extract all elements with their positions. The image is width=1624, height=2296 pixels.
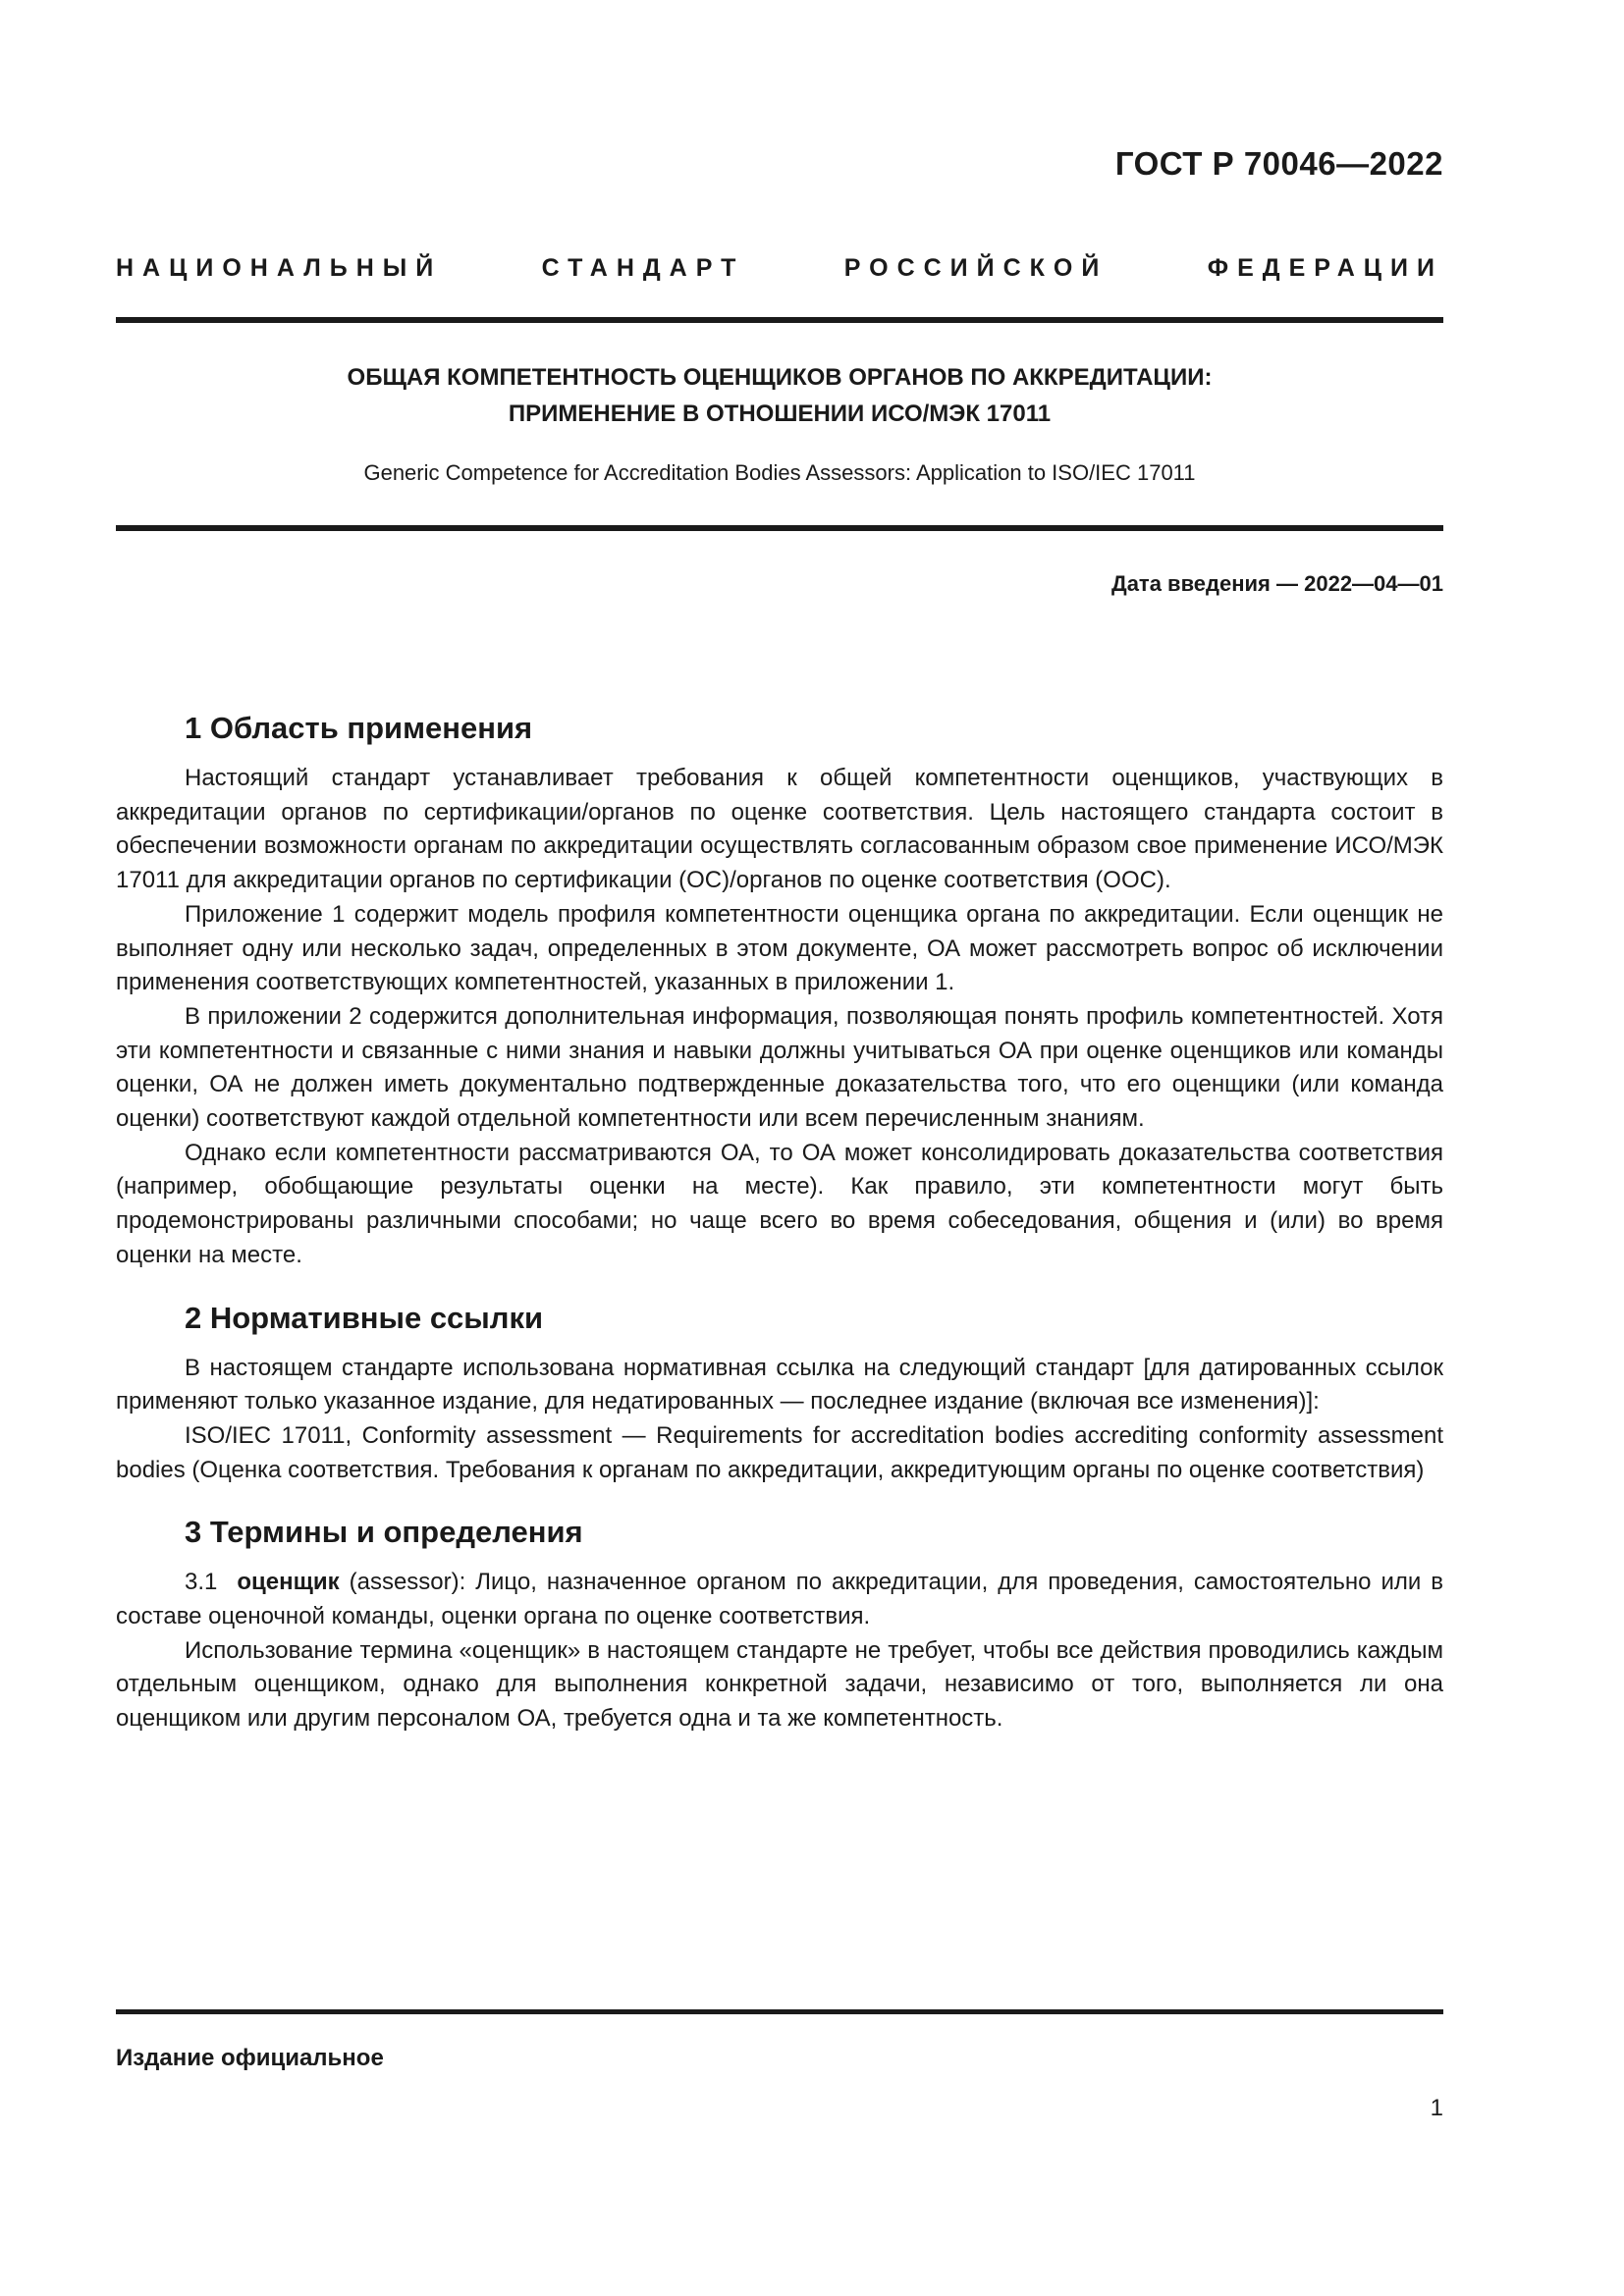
divider-bottom (116, 2009, 1443, 2014)
section-3-paragraph-2: Использование термина «оценщик» в настоящем стандарте не требует, чтобы все действия проводились каждым отдельным оценщиком, однако для выполнения конкретной задачи, независимо от того, выполняется ли она оценщиком или другим персоналом ОА, требуется одна и та же компетентность. (116, 1636, 1443, 1733)
section-3-heading: 3 Термины и определения (185, 1515, 583, 1550)
term-definition-3-1 (116, 1566, 1443, 1633)
introduction-date: Дата введения — 2022—04—01 (1111, 571, 1443, 596)
page-number: 1 (1430, 2095, 1443, 2121)
section-1-paragraph-1: Настоящий стандарт устанавливает требования к общей компетентности оценщиков, участвующих в аккредитации органов по сертификации/органов по оценке соответствия. Цель настоящего стандарта состоит в обеспечении возможности органам по аккредитации осуществлять согласованным образом свое применение ИСО/МЭК 17011 для аккредитации органов по сертификации (ОС)/органов по оценке соответствия (ООС). (116, 765, 1443, 894)
section-1-paragraph-4: Однако если компетентности рассматриваются ОА, то ОА может консолидировать доказательства соответствия (например, обобщающие результаты оценки на месте). Как правило, эти компетентности могут быть продемонстрированы различными способами; но чаще всего во время собеседования, общения и (или) во время оценки на месте. (116, 1139, 1443, 1268)
title-line-1: ОБЩАЯ КОМПЕТЕНТНОСТЬ ОЦЕНЩИКОВ ОРГАНОВ ПО АККРЕДИТАЦИИ: (347, 364, 1213, 391)
divider-top (116, 317, 1443, 323)
section-1-paragraph-2: Приложение 1 содержит модель профиля компетентности оценщика органа по аккредитации. Если оценщик не выполняет одну или несколько задач, определенных в этом документе, ОА может рассмотреть вопрос об исключении применения соответствующих компетентностей, указанных в приложении 1. (116, 900, 1443, 996)
official-edition-label: Издание официальное (116, 2045, 384, 2071)
document-title (116, 359, 1443, 432)
term-definition-text: (assessor): Лицо, назначенное органом по аккредитации, для проведения, самостоятельно или в составе оценочной команды, оценки органа по оценке соответствия. (116, 1569, 1443, 1630)
english-title: Generic Competence for Accreditation Bodies Assessors: Application to ISO/IEC 17011 (363, 460, 1196, 485)
section-1-heading: 1 Область применения (185, 711, 533, 745)
document-body (116, 709, 1443, 1736)
national-standard-heading: НАЦИОНАЛЬНЫЙ СТАНДАРТ РОССИЙСКОЙ ФЕДЕРАЦИИ (116, 254, 1443, 282)
title-line-2: ПРИМЕНЕНИЕ В ОТНОШЕНИИ ИСО/МЭК 17011 (508, 400, 1052, 427)
term-name: оценщик (237, 1569, 340, 1596)
divider-middle (116, 525, 1443, 531)
section-1-paragraph-3: В приложении 2 содержится дополнительная информация, позволяющая понять профиль компетентностей. Хотя эти компетентности и связанные с ними знания и навыки должны учитываться ОА при оценке оценщиков или команды оценки, ОА не должен иметь документально подтвержденные доказательства того, что его оценщики (или команда оценки) соответствуют каждой отдельной компетентности или всем перечисленным знаниям. (116, 1002, 1443, 1133)
gost-code: ГОСТ Р 70046—2022 (1114, 145, 1443, 182)
section-2-heading: 2 Нормативные ссылки (185, 1300, 544, 1335)
term-number: 3.1 (185, 1569, 218, 1596)
section-2-paragraph-1: В настоящем стандарте использована нормативная ссылка на следующий стандарт [для датированных ссылок применяют только указанное издание, для недатированных — последнее издание (включая все изменения)]: (116, 1354, 1443, 1415)
section-2-paragraph-2: ISO/IEC 17011, Conformity assessment — Requirements for accreditation bodies accrediting conformity assessment bodies (Оценка соответствия. Требования к органам по аккредитации, аккредитующим органы по оценке соответствия) (116, 1421, 1443, 1483)
